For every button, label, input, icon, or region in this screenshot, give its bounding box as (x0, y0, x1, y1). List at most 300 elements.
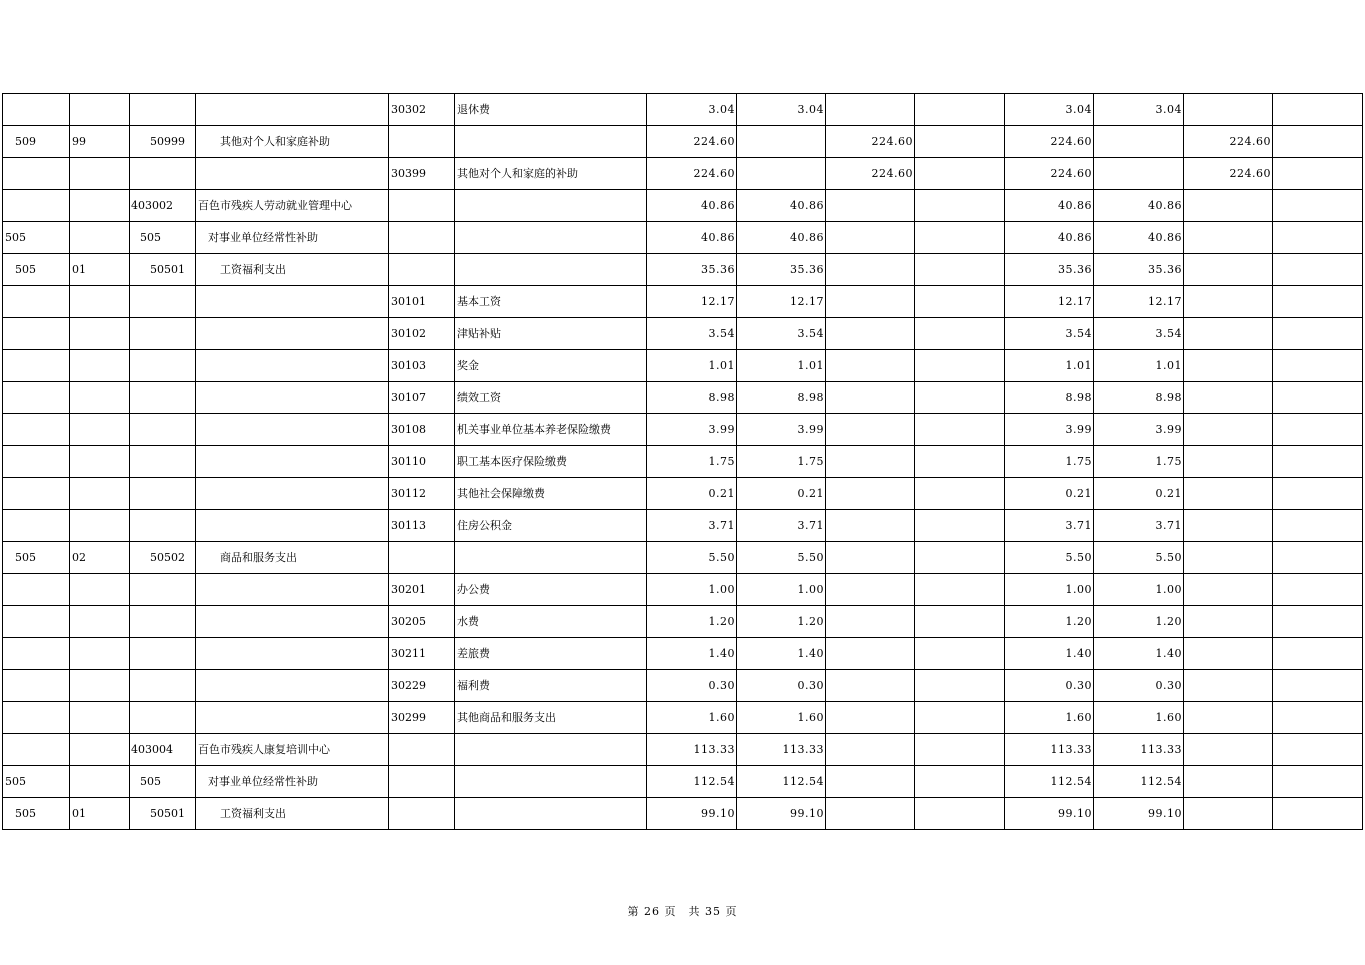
table-cell (915, 574, 1005, 606)
table-cell (196, 446, 389, 478)
table-cell (915, 766, 1005, 798)
table-cell: 112.54 (737, 766, 826, 798)
table-cell (826, 318, 915, 350)
table-cell: 224.60 (826, 126, 915, 158)
table-cell: 1.20 (737, 606, 826, 638)
table-cell: 百色市残疾人康复培训中心 (196, 734, 389, 766)
table-cell: 12.17 (1005, 286, 1094, 318)
table-cell: 1.75 (647, 446, 737, 478)
table-cell: 1.01 (1005, 350, 1094, 382)
table-cell (915, 798, 1005, 830)
table-cell (130, 670, 196, 702)
table-cell: 1.01 (1094, 350, 1184, 382)
table-cell (1094, 126, 1184, 158)
table-cell: 505 (130, 766, 196, 798)
table-cell (826, 670, 915, 702)
table-cell: 224.60 (826, 158, 915, 190)
table-cell: 505 (3, 798, 70, 830)
table-cell (3, 446, 70, 478)
table-cell: 112.54 (1005, 766, 1094, 798)
table-cell (70, 478, 130, 510)
table-cell: 5.50 (1094, 542, 1184, 574)
table-cell: 40.86 (1005, 190, 1094, 222)
table-cell: 1.00 (1005, 574, 1094, 606)
table-cell: 5.50 (1005, 542, 1094, 574)
table-cell (3, 510, 70, 542)
table-cell (915, 318, 1005, 350)
table-cell: 30110 (389, 446, 455, 478)
table-cell: 住房公积金 (455, 510, 647, 542)
table-cell (455, 222, 647, 254)
table-cell (130, 94, 196, 126)
table-cell (196, 158, 389, 190)
table-cell (455, 734, 647, 766)
table-cell: 99.10 (737, 798, 826, 830)
table-cell: 工资福利支出 (196, 798, 389, 830)
table-cell (455, 542, 647, 574)
table-row (3, 318, 1363, 350)
table-cell: 30205 (389, 606, 455, 638)
table-cell (70, 574, 130, 606)
table-cell (70, 414, 130, 446)
table-cell: 505 (3, 542, 70, 574)
table-cell: 505 (3, 222, 70, 254)
table-cell (826, 254, 915, 286)
table-cell (70, 286, 130, 318)
table-cell (1273, 670, 1363, 702)
table-row (3, 638, 1363, 670)
table-cell: 40.86 (1005, 222, 1094, 254)
table-cell: 35.36 (1094, 254, 1184, 286)
table-cell (915, 606, 1005, 638)
table-cell (915, 190, 1005, 222)
table-cell (1184, 638, 1273, 670)
table-cell: 3.71 (1094, 510, 1184, 542)
table-cell (70, 350, 130, 382)
table-cell: 机关事业单位基本养老保险缴费 (455, 414, 647, 446)
table-cell: 30299 (389, 702, 455, 734)
table-cell: 224.60 (1005, 158, 1094, 190)
table-cell (196, 638, 389, 670)
table-cell (1273, 350, 1363, 382)
table-cell: 商品和服务支出 (196, 542, 389, 574)
table-cell (455, 190, 647, 222)
table-cell (826, 222, 915, 254)
table-cell: 01 (70, 254, 130, 286)
table-cell: 112.54 (647, 766, 737, 798)
table-row (3, 254, 1363, 286)
table-cell: 1.00 (1094, 574, 1184, 606)
table-cell (3, 574, 70, 606)
table-cell (3, 286, 70, 318)
table-cell: 1.60 (1005, 702, 1094, 734)
table-cell (455, 798, 647, 830)
table-cell (389, 798, 455, 830)
table-cell: 02 (70, 542, 130, 574)
table-cell: 40.86 (647, 190, 737, 222)
table-cell: 其他社会保障缴费 (455, 478, 647, 510)
table-cell (3, 190, 70, 222)
table-cell (915, 382, 1005, 414)
table-cell (1273, 638, 1363, 670)
table-cell (70, 94, 130, 126)
table-cell: 40.86 (647, 222, 737, 254)
table-cell (1184, 414, 1273, 446)
table-cell: 1.60 (737, 702, 826, 734)
table-cell: 3.04 (1005, 94, 1094, 126)
table-cell (130, 414, 196, 446)
table-cell (1273, 734, 1363, 766)
table-cell (1184, 446, 1273, 478)
table-cell (130, 478, 196, 510)
table-cell (826, 510, 915, 542)
table-cell (70, 158, 130, 190)
table-cell: 3.71 (737, 510, 826, 542)
table-cell (826, 94, 915, 126)
table-cell (130, 574, 196, 606)
table-cell (3, 702, 70, 734)
table-cell (915, 254, 1005, 286)
table-cell (3, 94, 70, 126)
table-cell: 1.00 (737, 574, 826, 606)
table-cell: 403002 (130, 190, 196, 222)
table-cell (915, 638, 1005, 670)
table-cell (1273, 126, 1363, 158)
table-cell (1184, 190, 1273, 222)
table-cell: 30112 (389, 478, 455, 510)
table-cell: 其他对个人和家庭的补助 (455, 158, 647, 190)
table-cell (1184, 350, 1273, 382)
table-cell: 1.60 (1094, 702, 1184, 734)
table-cell: 3.54 (737, 318, 826, 350)
table-cell: 基本工资 (455, 286, 647, 318)
table-cell: 3.54 (1094, 318, 1184, 350)
table-cell (826, 542, 915, 574)
table-cell: 505 (130, 222, 196, 254)
table-cell: 1.60 (647, 702, 737, 734)
table-cell (826, 798, 915, 830)
table-cell (130, 638, 196, 670)
table-cell (915, 510, 1005, 542)
table-cell (70, 318, 130, 350)
table-cell (1184, 734, 1273, 766)
table-cell: 0.21 (737, 478, 826, 510)
table-cell (3, 350, 70, 382)
table-cell (1273, 766, 1363, 798)
table-cell: 99 (70, 126, 130, 158)
table-cell: 50501 (130, 798, 196, 830)
table-cell (70, 382, 130, 414)
table-row (3, 574, 1363, 606)
table-cell (70, 734, 130, 766)
table-cell: 1.20 (1005, 606, 1094, 638)
table-cell: 99.10 (647, 798, 737, 830)
table-cell (1184, 766, 1273, 798)
table-cell (1273, 94, 1363, 126)
table-row (3, 158, 1363, 190)
table-cell (389, 190, 455, 222)
table-cell: 8.98 (1005, 382, 1094, 414)
table-cell (915, 286, 1005, 318)
table-cell (915, 158, 1005, 190)
table-row (3, 670, 1363, 702)
table-cell (1273, 798, 1363, 830)
table-cell (196, 414, 389, 446)
table-cell (1273, 318, 1363, 350)
table-cell (70, 638, 130, 670)
table-cell (826, 606, 915, 638)
table-row (3, 94, 1363, 126)
table-cell: 3.04 (647, 94, 737, 126)
table-cell (196, 702, 389, 734)
table-cell: 0.30 (737, 670, 826, 702)
table-cell: 0.30 (1094, 670, 1184, 702)
table-cell: 505 (3, 254, 70, 286)
table-cell (1184, 702, 1273, 734)
table-cell: 224.60 (647, 126, 737, 158)
table-cell (70, 510, 130, 542)
table-cell: 3.54 (647, 318, 737, 350)
table-cell (1273, 574, 1363, 606)
table-cell: 30101 (389, 286, 455, 318)
table-cell: 40.86 (1094, 190, 1184, 222)
table-cell: 12.17 (737, 286, 826, 318)
table-cell (196, 606, 389, 638)
table-cell: 1.75 (1005, 446, 1094, 478)
table-cell: 5.50 (737, 542, 826, 574)
table-cell (915, 702, 1005, 734)
table-row (3, 286, 1363, 318)
page-number: 第 26 页 共 35 页 (627, 905, 738, 918)
table-cell (196, 574, 389, 606)
table-cell: 30211 (389, 638, 455, 670)
table-cell (389, 222, 455, 254)
table-cell: 30399 (389, 158, 455, 190)
table-cell (3, 734, 70, 766)
table-cell (389, 766, 455, 798)
table-cell (70, 702, 130, 734)
table-cell: 113.33 (1005, 734, 1094, 766)
table-cell: 1.75 (737, 446, 826, 478)
table-cell (196, 382, 389, 414)
table-cell (737, 126, 826, 158)
table-cell: 50502 (130, 542, 196, 574)
table-cell (1094, 158, 1184, 190)
table-cell (1273, 606, 1363, 638)
table-cell: 3.99 (737, 414, 826, 446)
table-cell (1184, 670, 1273, 702)
budget-table (2, 93, 1363, 830)
table-cell (3, 478, 70, 510)
table-cell (70, 606, 130, 638)
table-cell (915, 350, 1005, 382)
table-cell (1184, 798, 1273, 830)
table-cell: 1.40 (737, 638, 826, 670)
table-cell: 1.20 (1094, 606, 1184, 638)
table-cell (1184, 94, 1273, 126)
table-cell (455, 126, 647, 158)
table-cell (70, 670, 130, 702)
table-cell: 3.99 (647, 414, 737, 446)
table-cell: 1.75 (1094, 446, 1184, 478)
table-cell: 3.04 (1094, 94, 1184, 126)
table-cell (915, 94, 1005, 126)
table-cell: 1.01 (737, 350, 826, 382)
table-cell: 工资福利支出 (196, 254, 389, 286)
table-cell (70, 222, 130, 254)
table-cell: 224.60 (1184, 126, 1273, 158)
table-cell: 113.33 (647, 734, 737, 766)
table-cell (1184, 542, 1273, 574)
table-cell (826, 350, 915, 382)
table-cell: 津贴补贴 (455, 318, 647, 350)
table-cell: 8.98 (1094, 382, 1184, 414)
table-cell: 0.21 (1094, 478, 1184, 510)
table-cell: 1.00 (647, 574, 737, 606)
table-cell: 40.86 (737, 222, 826, 254)
table-row (3, 766, 1363, 798)
table-cell (826, 446, 915, 478)
table-cell (1184, 574, 1273, 606)
table-cell (1273, 478, 1363, 510)
table-cell: 99.10 (1005, 798, 1094, 830)
table-cell (1273, 222, 1363, 254)
table-cell (915, 222, 1005, 254)
table-cell: 12.17 (647, 286, 737, 318)
table-cell: 3.71 (1005, 510, 1094, 542)
table-cell (130, 318, 196, 350)
table-cell (826, 766, 915, 798)
table-cell (455, 766, 647, 798)
table-cell: 退休费 (455, 94, 647, 126)
table-cell (196, 510, 389, 542)
table-row (3, 446, 1363, 478)
table-cell: 其他商品和服务支出 (455, 702, 647, 734)
table-cell (196, 94, 389, 126)
table-cell (915, 446, 1005, 478)
table-cell (3, 158, 70, 190)
table-cell: 224.60 (1184, 158, 1273, 190)
table-cell: 113.33 (1094, 734, 1184, 766)
table-cell (3, 606, 70, 638)
table-cell (196, 286, 389, 318)
table-cell: 百色市残疾人劳动就业管理中心 (196, 190, 389, 222)
table-row (3, 478, 1363, 510)
table-row (3, 190, 1363, 222)
table-cell (1184, 510, 1273, 542)
table-cell (196, 350, 389, 382)
table-cell: 绩效工资 (455, 382, 647, 414)
table-row (3, 702, 1363, 734)
table-cell (1184, 382, 1273, 414)
table-cell (1184, 318, 1273, 350)
table-cell (196, 670, 389, 702)
table-cell (389, 542, 455, 574)
table-cell: 8.98 (737, 382, 826, 414)
table-cell (1273, 542, 1363, 574)
table-row (3, 606, 1363, 638)
table-cell: 30229 (389, 670, 455, 702)
table-cell (826, 478, 915, 510)
table-cell (3, 382, 70, 414)
table-cell: 福利费 (455, 670, 647, 702)
table-cell: 224.60 (647, 158, 737, 190)
table-cell (1273, 254, 1363, 286)
table-cell: 35.36 (1005, 254, 1094, 286)
table-cell (826, 734, 915, 766)
table-cell (1273, 382, 1363, 414)
table-cell (70, 446, 130, 478)
table-cell: 30102 (389, 318, 455, 350)
table-cell (196, 318, 389, 350)
table-cell (130, 510, 196, 542)
table-cell (3, 638, 70, 670)
table-cell: 12.17 (1094, 286, 1184, 318)
table-cell: 0.21 (1005, 478, 1094, 510)
table-cell (455, 254, 647, 286)
table-cell (389, 734, 455, 766)
table-cell: 112.54 (1094, 766, 1184, 798)
table-cell (130, 606, 196, 638)
table-cell (1273, 702, 1363, 734)
table-cell (826, 638, 915, 670)
table-cell (1184, 254, 1273, 286)
table-cell: 35.36 (737, 254, 826, 286)
table-cell: 办公费 (455, 574, 647, 606)
table-cell (826, 286, 915, 318)
table-cell (389, 254, 455, 286)
table-cell (1273, 446, 1363, 478)
table-cell (1184, 606, 1273, 638)
table-cell (1273, 190, 1363, 222)
table-cell: 30113 (389, 510, 455, 542)
table-cell: 01 (70, 798, 130, 830)
table-cell (130, 702, 196, 734)
table-cell: 30103 (389, 350, 455, 382)
table-cell (915, 734, 1005, 766)
table-cell: 50501 (130, 254, 196, 286)
table-cell (130, 446, 196, 478)
table-cell (737, 158, 826, 190)
table-cell (1184, 222, 1273, 254)
table-cell (915, 542, 1005, 574)
table-cell: 职工基本医疗保险缴费 (455, 446, 647, 478)
table-cell: 30107 (389, 382, 455, 414)
table-cell (915, 478, 1005, 510)
table-cell (826, 414, 915, 446)
table-cell: 1.40 (1094, 638, 1184, 670)
table-cell (130, 286, 196, 318)
table-row (3, 798, 1363, 830)
table-cell: 1.40 (647, 638, 737, 670)
table-cell: 1.20 (647, 606, 737, 638)
table-cell: 差旅费 (455, 638, 647, 670)
table-cell: 8.98 (647, 382, 737, 414)
table-cell: 3.71 (647, 510, 737, 542)
table-cell (70, 190, 130, 222)
table-cell: 35.36 (647, 254, 737, 286)
table-cell (130, 158, 196, 190)
table-cell: 0.30 (647, 670, 737, 702)
table-cell: 30201 (389, 574, 455, 606)
table-cell: 5.50 (647, 542, 737, 574)
table-cell: 40.86 (737, 190, 826, 222)
table-cell (130, 382, 196, 414)
table-cell (915, 414, 1005, 446)
table-cell: 505 (3, 766, 70, 798)
table-cell: 40.86 (1094, 222, 1184, 254)
table-cell: 113.33 (737, 734, 826, 766)
